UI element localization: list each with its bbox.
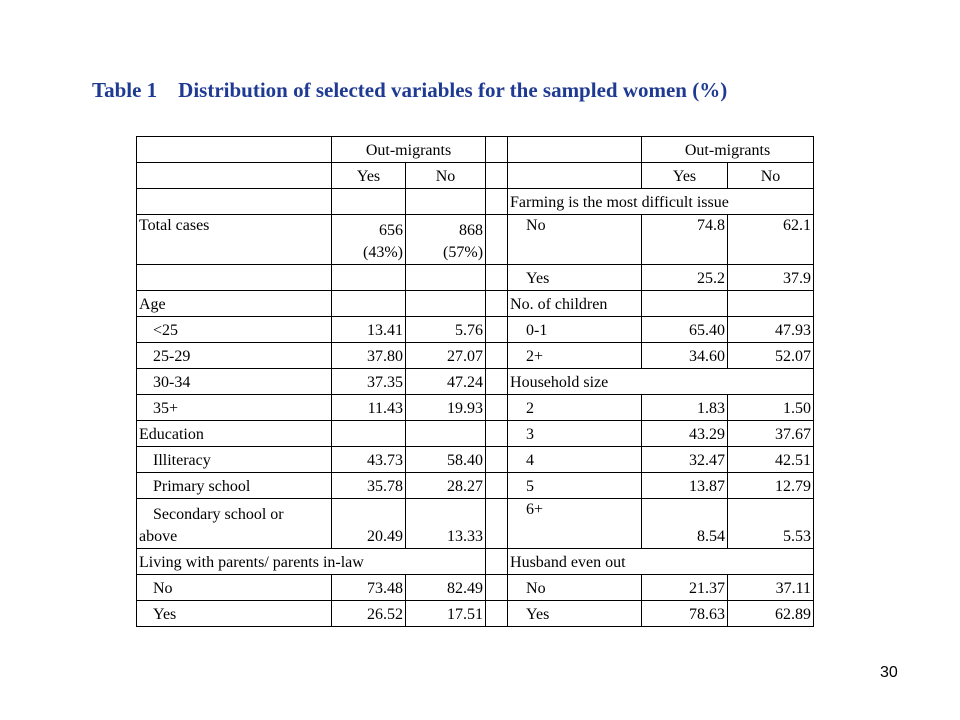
cell-value: 28.27 [406,473,486,499]
cell-value: 8.54 [642,499,728,549]
section-label: No. of children [508,291,642,317]
row-label: Secondary school or above [137,499,332,549]
cell-value: 37.9 [728,265,814,291]
cell-value: 1.50 [728,395,814,421]
row-label: 2+ [508,343,642,369]
section-label: Husband even out [508,549,814,575]
section-label: Farming is the most difficult issue [508,189,814,215]
row-label: No [508,575,642,601]
table-row [137,343,814,369]
cell-value: 13.87 [642,473,728,499]
col-header-yes-left: Yes [332,163,406,189]
cell-value: 62.89 [728,601,814,627]
cell-value: 58.40 [406,447,486,473]
cell-value: 43.29 [642,421,728,447]
table-row [137,473,814,499]
cell-value: 25.2 [642,265,728,291]
row-label: No [137,575,332,601]
cell-value: 12.79 [728,473,814,499]
cell-value: 52.07 [728,343,814,369]
row-label: 30-34 [137,369,332,395]
page-number: 30 [880,664,898,681]
cell-value: 5.53 [728,499,814,549]
section-label: Age [137,291,332,317]
cell-value: 43.73 [332,447,406,473]
cell-value: 11.43 [332,395,406,421]
cell-value: 78.63 [642,601,728,627]
section-label: Living with parents/ parents in-law [137,549,486,575]
table-row [137,549,814,575]
cell-value: 42.51 [728,447,814,473]
col-header-no-left: No [406,163,486,189]
cell-value: 20.49 [332,499,406,549]
cell-value: 1.83 [642,395,728,421]
table-row [137,189,814,215]
cell-value: 13.33 [406,499,486,549]
cell-value: 47.93 [728,317,814,343]
row-label: No [508,215,642,265]
cell-value: 73.48 [332,575,406,601]
cell-value: 82.49 [406,575,486,601]
table-row [137,447,814,473]
row-label: 4 [508,447,642,473]
cell-value: 27.07 [406,343,486,369]
cell-value: 17.51 [406,601,486,627]
table-header-row [137,163,814,189]
row-label: 25-29 [137,343,332,369]
table-row [137,421,814,447]
cell-value: 35.78 [332,473,406,499]
cell-value: 868 (57%) [406,215,486,265]
col-header-no-right: No [728,163,814,189]
data-table [136,136,814,627]
row-label: <25 [137,317,332,343]
table-row [137,499,814,549]
row-label: 6+ [508,499,642,549]
row-label: Total cases [137,215,332,265]
row-label: Primary school [137,473,332,499]
table-row [137,215,814,265]
cell-value: 32.47 [642,447,728,473]
cell-value: 74.8 [642,215,728,265]
cell-value: 26.52 [332,601,406,627]
cell-value: 34.60 [642,343,728,369]
row-label: Illiteracy [137,447,332,473]
row-label: Yes [508,265,642,291]
cell-value: 47.24 [406,369,486,395]
row-label: 2 [508,395,642,421]
cell-value: 37.35 [332,369,406,395]
col-header-yes-right: Yes [642,163,728,189]
cell-value: 37.80 [332,343,406,369]
cell-value: 21.37 [642,575,728,601]
row-label: 0-1 [508,317,642,343]
cell-value: 5.76 [406,317,486,343]
row-label: Yes [508,601,642,627]
cell-value: 656 (43%) [332,215,406,265]
cell-value: 65.40 [642,317,728,343]
cell-value: 62.1 [728,215,814,265]
row-label: 5 [508,473,642,499]
row-label: 3 [508,421,642,447]
cell-value: 19.93 [406,395,486,421]
cell-value: 13.41 [332,317,406,343]
table-header-group-row [137,137,814,163]
table-row [137,395,814,421]
group-header-right: Out-migrants [642,137,814,163]
table-row [137,369,814,395]
section-label: Household size [508,369,814,395]
table-row [137,265,814,291]
table-row [137,601,814,627]
table-row [137,575,814,601]
row-label: 35+ [137,395,332,421]
cell-value: 37.11 [728,575,814,601]
table-row [137,317,814,343]
cell-value: 37.67 [728,421,814,447]
table-row [137,291,814,317]
table-title: Table 1 Distribution of selected variables for the sampled women (%) [92,78,728,102]
section-label: Education [137,421,332,447]
group-header-left: Out-migrants [332,137,486,163]
row-label: Yes [137,601,332,627]
